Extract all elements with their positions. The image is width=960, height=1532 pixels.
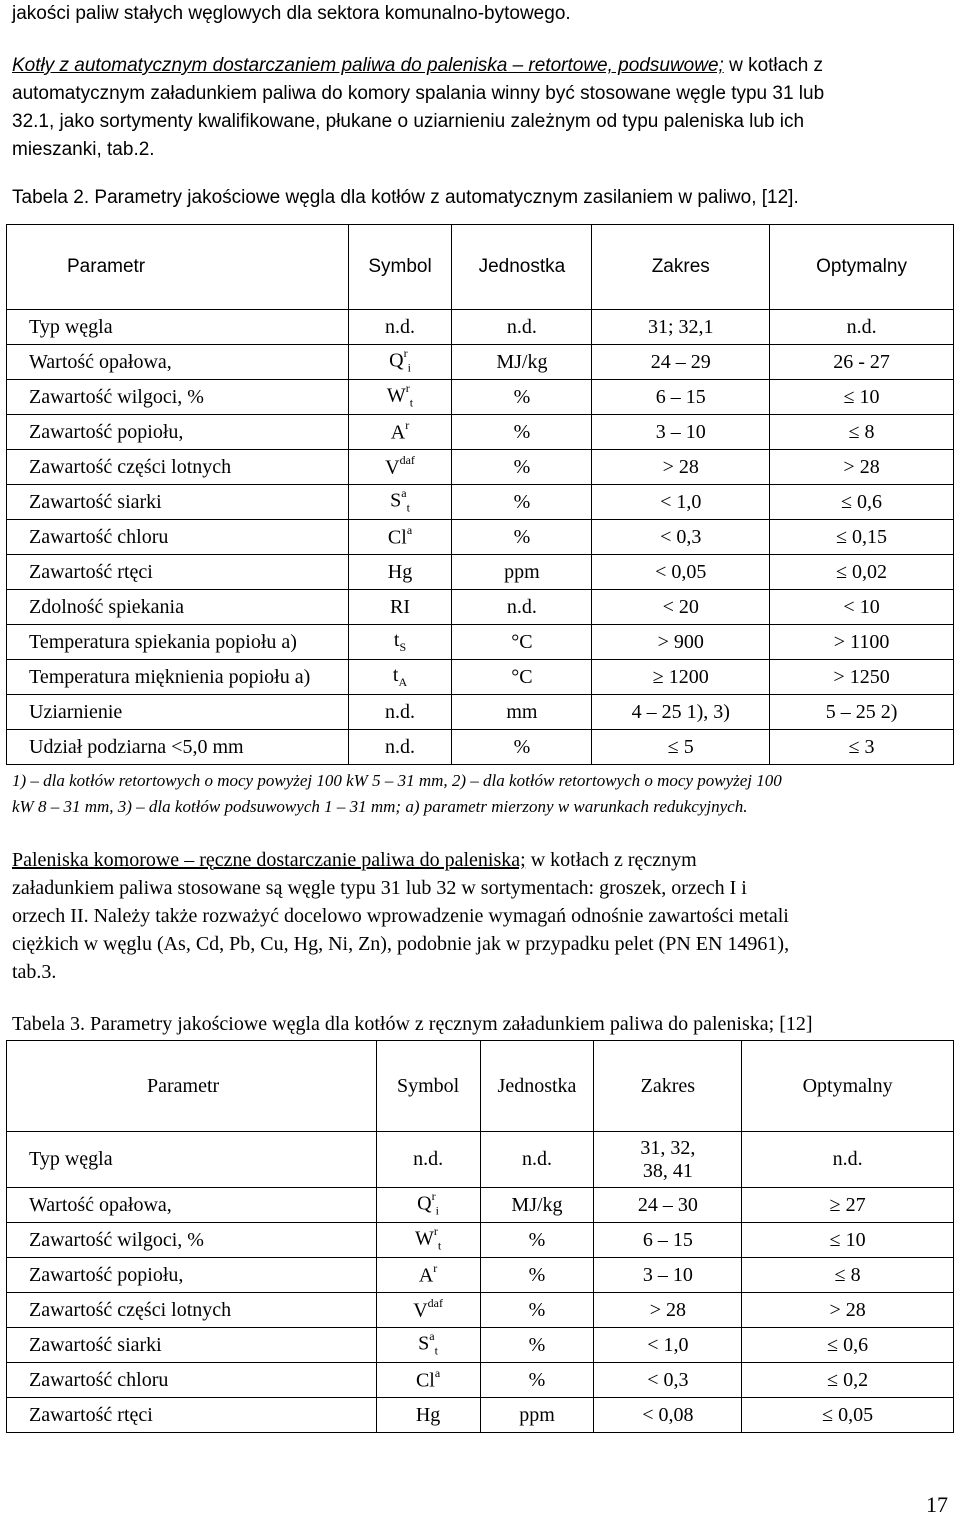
symbol-sub: S — [399, 640, 407, 654]
symbol-base: n.d. — [385, 735, 416, 758]
symbol-base: t — [393, 629, 400, 651]
table3-cell-symbol — [376, 1363, 480, 1398]
table2-cell-range — [592, 555, 770, 590]
table2-cell-unit: n.d. — [452, 310, 592, 345]
range-line: 3 – 10 — [655, 420, 706, 443]
table2-cell-symbol — [348, 485, 452, 520]
page-number: 17 — [926, 1492, 948, 1517]
table2-row — [7, 555, 954, 590]
table3-cell-optimal: ≤ 0,6 — [742, 1328, 954, 1363]
table3-cell-unit: % — [480, 1363, 594, 1398]
symbol-sup: r — [433, 1224, 438, 1239]
symbol-base: Hg — [387, 560, 413, 583]
table3-cell-param: Wartość opałowa, — [7, 1188, 377, 1223]
symbol-base: A — [390, 421, 406, 444]
table2-cell-range — [592, 310, 770, 345]
table2-cell-param: Typ węgla — [7, 310, 349, 345]
table2-cell-unit: % — [452, 450, 592, 485]
table2-cell-range — [592, 695, 770, 730]
table3-cell-unit: % — [480, 1258, 594, 1293]
table3-cell-symbol — [376, 1223, 480, 1258]
table2-row — [7, 380, 954, 415]
table2-cell-param: Udział podziarna <5,0 mm — [7, 730, 349, 765]
range-line: < 20 — [662, 595, 699, 618]
table2-cell-param: Zawartość części lotnych — [7, 450, 349, 485]
symbol-sup: a — [406, 522, 413, 537]
table2-cell-unit: % — [452, 730, 592, 765]
table3-cell-symbol — [376, 1293, 480, 1328]
top-line: jakości paliw stałych węglowych dla sektora komunalno-bytowego. — [12, 3, 571, 24]
table3-cell-optimal: n.d. — [742, 1132, 954, 1188]
table2-row — [7, 695, 954, 730]
table2-cell-range — [592, 380, 770, 415]
range-line: 24 – 30 — [637, 1193, 698, 1216]
table2-cell-symbol — [348, 345, 452, 380]
range-line-2: 38, 41 — [642, 1159, 693, 1182]
table3-header-range: Zakres — [594, 1041, 742, 1132]
table2-cell-optimal: ≤ 0,6 — [770, 485, 954, 520]
table2-cell-symbol — [348, 450, 452, 485]
table2-cell-symbol — [348, 520, 452, 555]
table3-cell-range — [594, 1223, 742, 1258]
p2-line4: ciężkich w węglu (As, Cd, Pb, Cu, Hg, Ni, Zn), podobnie jak w przypadku pelet (PN EN 14961), — [12, 933, 790, 955]
range-line: ≥ 1200 — [652, 665, 709, 688]
table3-cell-unit: ppm — [480, 1398, 594, 1433]
range-line: < 0,05 — [655, 560, 707, 583]
table2-row — [7, 485, 954, 520]
table3-row — [7, 1398, 954, 1433]
table2-header-row — [7, 225, 954, 310]
symbol-base: n.d. — [385, 315, 416, 338]
table3-cell-symbol — [376, 1258, 480, 1293]
symbol-sup: daf — [399, 452, 415, 467]
symbol-base: Cl — [387, 526, 407, 549]
table2-footnotes — [12, 768, 952, 820]
range-line: < 0,3 — [647, 1368, 689, 1391]
symbol-base: t — [392, 664, 399, 686]
table3-header-param: Parametr — [7, 1041, 377, 1132]
table2-cell-unit: MJ/kg — [452, 345, 592, 380]
table2-row — [7, 625, 954, 660]
symbol-base: S — [418, 1332, 430, 1355]
symbol-sub: i — [435, 1203, 439, 1218]
symbol-sub: t — [409, 395, 414, 410]
table2-cell-range — [592, 590, 770, 625]
table2-row — [7, 730, 954, 765]
table2-cell-range — [592, 485, 770, 520]
table2 — [6, 224, 954, 765]
table2-header-unit: Jednostka — [452, 225, 592, 310]
table3-row — [7, 1258, 954, 1293]
table2-cell-param: Zawartość rtęci — [7, 555, 349, 590]
table3-cell-range — [594, 1363, 742, 1398]
table2-cell-optimal: 5 – 25 2) — [770, 695, 954, 730]
symbol-sup: daf — [427, 1295, 443, 1310]
table3-header-optimal: Optymalny — [742, 1041, 954, 1132]
range-line: < 1,0 — [660, 490, 702, 513]
table2-cell-optimal: ≤ 8 — [770, 415, 954, 450]
table2-cell-symbol — [348, 555, 452, 590]
table2-footnote-line1: 1) – dla kotłów retortowych o mocy powyżej 100 kW 5 – 31 mm, 2) – dla kotłów retortowych o mocy powyżej 100 — [12, 771, 782, 790]
table3-cell-optimal: ≤ 0,2 — [742, 1363, 954, 1398]
table2-cell-range — [592, 520, 770, 555]
table2-row — [7, 345, 954, 380]
range-line: 6 – 15 — [642, 1228, 693, 1251]
table2-cell-optimal: > 28 — [770, 450, 954, 485]
table3-cell-symbol — [376, 1188, 480, 1223]
symbol-base: S — [390, 489, 402, 512]
p1-rest1: w kotłach z — [723, 55, 824, 76]
table2-cell-unit: ppm — [452, 555, 592, 590]
table2-cell-param: Temperatura spiekania popiołu a) — [7, 625, 349, 660]
p1-line1 — [12, 52, 823, 80]
symbol-base: Q — [389, 349, 404, 372]
symbol-sub: A — [398, 675, 408, 689]
table2-caption: Tabela 2. Parametry jakościowe węgla dla kotłów z automatycznym zasilaniem w paliwo, [12]. — [12, 187, 799, 208]
table2-cell-param: Temperatura mięknienia popiołu a) — [7, 660, 349, 695]
table3-cell-unit: MJ/kg — [480, 1188, 594, 1223]
table3-cell-unit: % — [480, 1328, 594, 1363]
table2-header-range: Zakres — [592, 225, 770, 310]
table2-cell-symbol — [348, 695, 452, 730]
table2-cell-param: Zawartość popiołu, — [7, 415, 349, 450]
table3-cell-range — [594, 1293, 742, 1328]
p2-line1 — [12, 846, 952, 874]
table3-row — [7, 1132, 954, 1188]
table2-cell-unit: % — [452, 415, 592, 450]
table3-cell-optimal: > 28 — [742, 1293, 954, 1328]
table2-footnote-line2: kW 8 – 31 mm, 3) – dla kotłów podsuwowych 1 – 31 mm; a) parametr mierzony w warunkach redukcyjnych. — [12, 797, 748, 816]
table3-row — [7, 1328, 954, 1363]
symbol-base: n.d. — [413, 1148, 444, 1170]
table2-row — [7, 450, 954, 485]
symbol-sub: t — [406, 500, 410, 515]
table2-cell-optimal: > 1100 — [770, 625, 954, 660]
table2-cell-unit: % — [452, 520, 592, 555]
table3-cell-unit: % — [480, 1293, 594, 1328]
table2-row — [7, 415, 954, 450]
symbol-sup: r — [405, 381, 410, 396]
table2-cell-optimal: ≤ 0,02 — [770, 555, 954, 590]
table2-row — [7, 660, 954, 695]
table3-cell-optimal: ≤ 8 — [742, 1258, 954, 1293]
table2-cell-optimal: ≤ 0,15 — [770, 520, 954, 555]
symbol-sup: r — [431, 1189, 436, 1204]
table2-cell-optimal: < 10 — [770, 590, 954, 625]
table2-cell-symbol — [348, 590, 452, 625]
table2-header-optimal: Optymalny — [770, 225, 954, 310]
table2-cell-param: Zawartość siarki — [7, 485, 349, 520]
table3 — [6, 1040, 954, 1433]
p2-rest1: w kotłach z ręcznym — [525, 849, 697, 871]
range-line: < 1,0 — [647, 1333, 689, 1356]
table2-cell-unit: % — [452, 380, 592, 415]
range-line: 31; 32,1 — [647, 315, 714, 338]
p2-lead: Paleniska komorowe – ręczne dostarczanie paliwa do paleniska; — [12, 849, 526, 871]
table3-cell-range — [594, 1398, 742, 1433]
table3-cell-optimal: ≤ 10 — [742, 1223, 954, 1258]
symbol-sup: r — [403, 346, 408, 361]
table3-cell-param: Zawartość chloru — [7, 1363, 377, 1398]
table2-cell-param: Wartość opałowa, — [7, 345, 349, 380]
table2-cell-symbol — [348, 625, 452, 660]
range-line: 6 – 15 — [655, 385, 706, 408]
table2-cell-range — [592, 450, 770, 485]
table2-row — [7, 520, 954, 555]
symbol-base: Q — [417, 1192, 432, 1215]
symbol-base: W — [386, 384, 406, 407]
table3-cell-param: Typ węgla — [7, 1132, 377, 1188]
table2-cell-symbol — [348, 380, 452, 415]
table3-row — [7, 1188, 954, 1223]
symbol-sup: a — [401, 486, 407, 501]
p1-lead: Kotły z automatycznym dostarczaniem paliwa do paleniska – retortowe, podsuwowe; — [12, 55, 724, 76]
symbol-base: RI — [390, 595, 411, 618]
symbol-base: V — [413, 1299, 428, 1322]
range-line: > 28 — [649, 1298, 686, 1321]
table3-cell-param: Zawartość wilgoci, % — [7, 1223, 377, 1258]
symbol-base: Cl — [415, 1369, 435, 1392]
table2-cell-unit: °C — [452, 660, 592, 695]
table3-caption: Tabela 3. Parametry jakościowe węgla dla kotłów z ręcznym załadunkiem paliwa do paleniska; [12] — [12, 1013, 813, 1035]
table2-cell-unit: mm — [452, 695, 592, 730]
table3-cell-range — [594, 1188, 742, 1223]
p1-line4: mieszanki, tab.2. — [12, 139, 155, 160]
table2-cell-optimal: > 1250 — [770, 660, 954, 695]
table2-cell-optimal: ≤ 10 — [770, 380, 954, 415]
table3-cell-symbol — [376, 1398, 480, 1433]
table2-cell-range — [592, 345, 770, 380]
table3-header-row — [7, 1041, 954, 1132]
table2-cell-optimal: ≤ 3 — [770, 730, 954, 765]
table3-cell-optimal: ≤ 0,05 — [742, 1398, 954, 1433]
symbol-sub: t — [434, 1343, 438, 1358]
symbol-base: A — [418, 1264, 434, 1287]
p2-line2: załadunkiem paliwa stosowane są węgle typu 31 lub 32 w sortymentach: groszek, orzech I i — [12, 877, 747, 899]
range-line: > 900 — [657, 630, 704, 653]
table3-cell-symbol — [376, 1132, 480, 1188]
range-line: < 0,3 — [660, 525, 702, 548]
p2-line3: orzech II. Należy także rozważyć docelowo wprowadzenie wymagań odnośnie zawartości metali — [12, 905, 789, 927]
table2-cell-unit: n.d. — [452, 590, 592, 625]
table2-row — [7, 590, 954, 625]
table2-cell-unit: % — [452, 485, 592, 520]
p1-line2: automatycznym załadunkiem paliwa do komory spalania winny być stosowane węgle typu 31 lub — [12, 83, 825, 104]
symbol-sup: r — [433, 1260, 438, 1275]
range-line: > 28 — [662, 455, 699, 478]
table3-cell-optimal: ≥ 27 — [742, 1188, 954, 1223]
range-line: < 0,08 — [642, 1403, 694, 1426]
symbol-sub: t — [437, 1238, 442, 1253]
range-line: 4 – 25 1), 3) — [631, 700, 730, 723]
symbol-base: Hg — [415, 1403, 441, 1426]
table3-cell-param: Zawartość części lotnych — [7, 1293, 377, 1328]
symbol-sup: a — [429, 1329, 435, 1344]
table2-cell-range — [592, 660, 770, 695]
p2-line5: tab.3. — [12, 961, 57, 983]
range-line: 24 – 29 — [650, 350, 711, 373]
symbol-sup: r — [405, 417, 410, 432]
range-line: ≤ 5 — [667, 735, 694, 758]
table2-cell-param: Zawartość chloru — [7, 520, 349, 555]
table3-cell-param: Zawartość siarki — [7, 1328, 377, 1363]
table2-cell-param: Zdolność spiekania — [7, 590, 349, 625]
symbol-base: V — [385, 456, 400, 479]
range-line: 31, 32, — [640, 1136, 696, 1159]
table2-cell-symbol — [348, 730, 452, 765]
table2-cell-range — [592, 625, 770, 660]
symbol-sup: a — [434, 1365, 441, 1380]
table3-cell-param: Zawartość popiołu, — [7, 1258, 377, 1293]
table3-header-symbol: Symbol — [376, 1041, 480, 1132]
table2-cell-param: Zawartość wilgoci, % — [7, 380, 349, 415]
table3-cell-symbol — [376, 1328, 480, 1363]
symbol-base: n.d. — [385, 700, 416, 723]
table2-header-param: Parametr — [7, 225, 349, 310]
table3-cell-range — [594, 1328, 742, 1363]
table3-cell-unit: n.d. — [480, 1132, 594, 1188]
table2-cell-symbol — [348, 660, 452, 695]
table2-cell-range — [592, 730, 770, 765]
table2-cell-symbol — [348, 415, 452, 450]
symbol-sub: i — [407, 360, 411, 375]
table2-cell-optimal: 26 - 27 — [770, 345, 954, 380]
table3-header-unit: Jednostka — [480, 1041, 594, 1132]
table2-cell-optimal: n.d. — [770, 310, 954, 345]
table2-cell-range — [592, 415, 770, 450]
table2-row — [7, 310, 954, 345]
table3-cell-param: Zawartość rtęci — [7, 1398, 377, 1433]
table3-row — [7, 1223, 954, 1258]
table2-header-symbol: Symbol — [348, 225, 452, 310]
table2-cell-unit: °C — [452, 625, 592, 660]
table3-row — [7, 1293, 954, 1328]
table2-cell-symbol — [348, 310, 452, 345]
table3-cell-range — [594, 1258, 742, 1293]
table3-cell-range — [594, 1132, 742, 1188]
p1-line3: 32.1, jako sortymenty kwalifikowane, płukane o uziarnieniu zależnym od typu paleniska lub ich — [12, 111, 805, 132]
table2-cell-param: Uziarnienie — [7, 695, 349, 730]
range-line: 3 – 10 — [642, 1263, 693, 1286]
symbol-base: W — [414, 1227, 434, 1250]
table3-row — [7, 1363, 954, 1398]
table3-cell-unit: % — [480, 1223, 594, 1258]
